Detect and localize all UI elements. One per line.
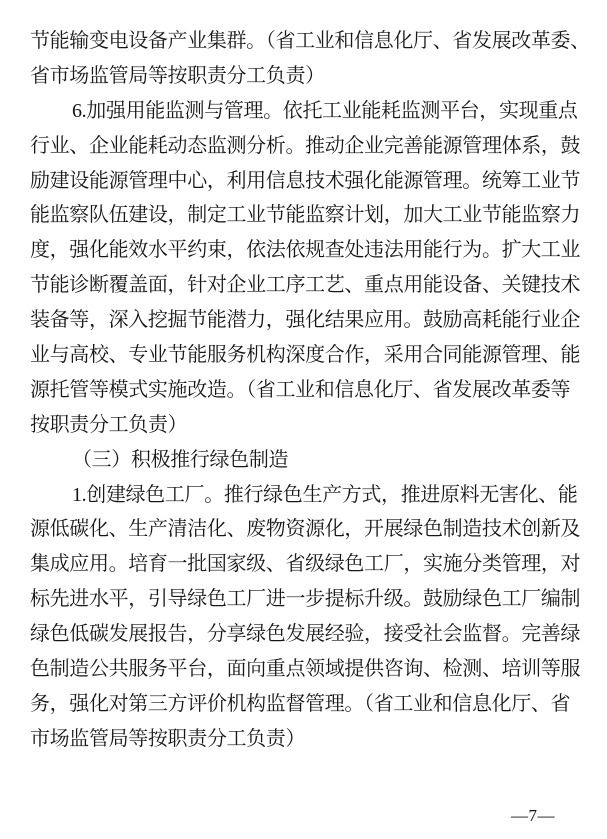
text-line: 度，强化能效水平约束，依法依规查处违法用能行为。扩大工业: [30, 239, 581, 262]
text-line: 节能输变电设备产业集群。（省工业和信息化厅、省发展改革委、: [30, 30, 590, 52]
page-body-text: [30, 24, 590, 757]
text-line: 务，强化对第三方评价机构监督管理。（省工业和信息化厅、省: [30, 692, 571, 715]
text-line: 市场监管局等按职责分工负责）: [30, 727, 306, 750]
text-line: 集成应用。培育一批国家级、省级绿色工厂，实施分类管理，对: [30, 553, 581, 576]
text-line-paragraph-start: 1.创建绿色工厂。推行绿色生产方式，推进原料无害化、能: [72, 483, 578, 506]
text-line: 标先进水平，引导绿色工厂进一步提标升级。鼓励绿色工厂编制: [30, 588, 581, 611]
text-line: 节能诊断覆盖面，针对企业工序工艺、重点用能设备、关键技术: [30, 274, 581, 297]
text-line: 励建设能源管理中心，利用信息技术强化能源管理。统筹工业节: [30, 169, 581, 192]
text-line: 绿色低碳发展报告，分享绿色发展经验，接受社会监督。完善绿: [30, 623, 581, 646]
text-line: 能监察队伍建设，制定工业节能监察计划，加大工业节能监察力: [30, 204, 581, 227]
text-line: 省市场监管局等按职责分工负责）: [30, 64, 325, 87]
text-line: 业与高校、专业节能服务机构深度合作，采用合同能源管理、能: [30, 344, 581, 367]
text-line-paragraph-start: 6.加强用能监测与管理。依托工业能耗监测平台，实现重点: [72, 99, 578, 122]
text-line: 行业、企业能耗动态监测分析。推动企业完善能源管理体系，鼓: [30, 134, 581, 157]
text-line: 装备等，深入挖掘节能潜力，强化结果应用。鼓励高耗能行业企: [30, 309, 581, 332]
text-line: 源托管等模式实施改造。（省工业和信息化厅、省发展改革委等: [30, 378, 571, 401]
text-line: 色制造公共服务平台，面向重点领域提供咨询、检测、培训等服: [30, 658, 581, 681]
text-line: 按职责分工负责）: [30, 413, 188, 436]
text-line: 源低碳化、生产清洁化、废物资源化，开展绿色制造技术创新及: [30, 518, 581, 541]
section-heading: （三）积极推行绿色制造: [72, 448, 289, 471]
page-number: —7—: [511, 806, 555, 825]
